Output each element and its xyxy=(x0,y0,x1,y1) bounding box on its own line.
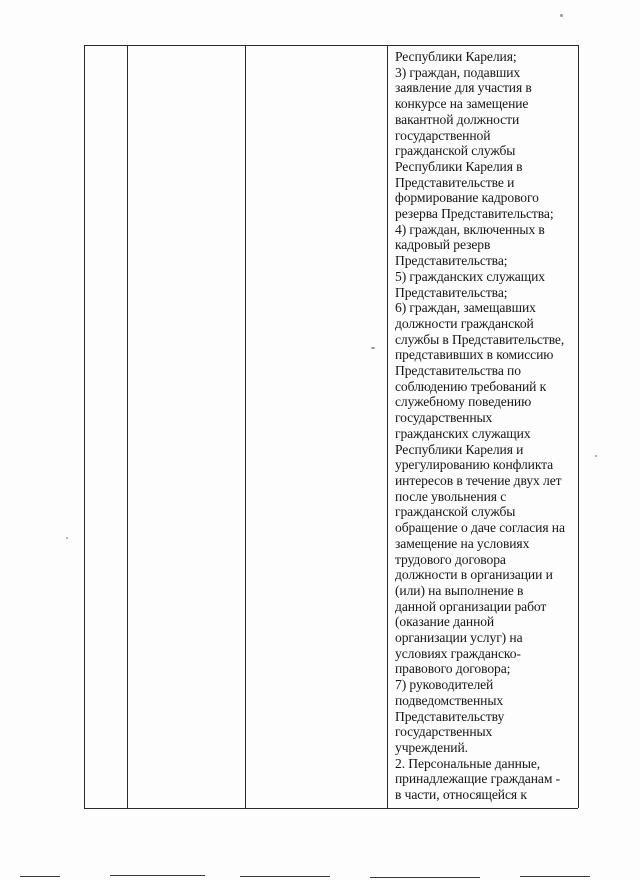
text-line: должности в организации и xyxy=(395,567,553,583)
text-line: правового договора; xyxy=(395,661,511,677)
text-line: государственной xyxy=(395,127,491,143)
text-line: служебному поведению xyxy=(395,394,532,410)
text-line: 2. Персональные данные, xyxy=(395,755,541,771)
text-line: Представительства по xyxy=(395,363,521,379)
text-line: гражданских служащих xyxy=(395,425,531,441)
text-line: 4) граждан, включенных в xyxy=(395,221,545,237)
table-column-border xyxy=(578,45,579,808)
text-line: Республики Карелия в xyxy=(395,158,523,174)
text-line: условиях гражданско- xyxy=(395,645,521,661)
text-line: интересов в течение двух лет xyxy=(395,472,562,488)
text-line: подведомственных xyxy=(395,692,504,708)
text-line: гражданской службы xyxy=(395,504,516,520)
text-line: в части, относящейся к xyxy=(395,787,527,803)
scan-speck xyxy=(595,455,597,457)
text-line: Представительстве и xyxy=(395,174,515,190)
text-line: Представительства; xyxy=(395,253,508,269)
scan-speck xyxy=(66,537,68,539)
text-line: Республики Карелия и xyxy=(395,441,524,457)
table-bottom-border xyxy=(84,808,578,809)
scan-bottom-edge xyxy=(0,870,640,880)
table-cell-text xyxy=(395,49,575,803)
text-line: трудового договора xyxy=(395,551,506,567)
text-line: организации услуг) на xyxy=(395,630,523,646)
text-line: учреждений. xyxy=(395,739,468,755)
text-line: государственных xyxy=(395,410,493,426)
text-line: Представительства; xyxy=(395,284,508,300)
text-line: резерва Представительства; xyxy=(395,206,554,222)
scan-speck xyxy=(560,14,563,17)
text-line: 6) граждан, замещавших xyxy=(395,300,536,316)
text-line: принадлежащие гражданам - xyxy=(395,771,561,787)
text-line: 3) граждан, подавших xyxy=(395,64,521,80)
text-line: вакантной должности xyxy=(395,111,520,127)
text-line: урегулированию конфликта xyxy=(395,457,554,473)
text-line: государственных xyxy=(395,724,493,740)
text-line: Республики Карелия; xyxy=(395,49,517,64)
scan-speck xyxy=(371,347,375,349)
text-line: заявление для участия в xyxy=(395,80,532,96)
text-line: данной организации работ xyxy=(395,598,547,614)
text-line: 7) руководителей xyxy=(395,677,494,693)
text-line: гражданской службы xyxy=(395,143,516,159)
table-column-border xyxy=(387,45,388,808)
text-line: службы в Представительстве, xyxy=(395,331,565,347)
text-line: обращение о даче согласия на xyxy=(395,520,565,536)
table-cell-empty xyxy=(246,46,386,807)
text-line: после увольнения с xyxy=(395,488,507,504)
text-line: Представительству xyxy=(395,708,505,724)
text-line: формирование кадрового xyxy=(395,190,539,206)
table-cell-empty xyxy=(128,46,244,807)
text-line: кадровый резерв xyxy=(395,237,491,253)
text-line: (оказание данной xyxy=(395,614,495,630)
text-line: (или) на выполнение в xyxy=(395,582,524,598)
text-line: соблюдению требований к xyxy=(395,378,547,394)
text-line: конкурсе на замещение xyxy=(395,96,529,112)
table-cell-number xyxy=(85,46,126,807)
text-line: должности гражданской xyxy=(395,315,534,331)
text-line: представивших в комиссию xyxy=(395,347,554,363)
text-line: 5) гражданских служащих xyxy=(395,268,545,284)
text-line: замещение на условиях xyxy=(395,535,530,551)
